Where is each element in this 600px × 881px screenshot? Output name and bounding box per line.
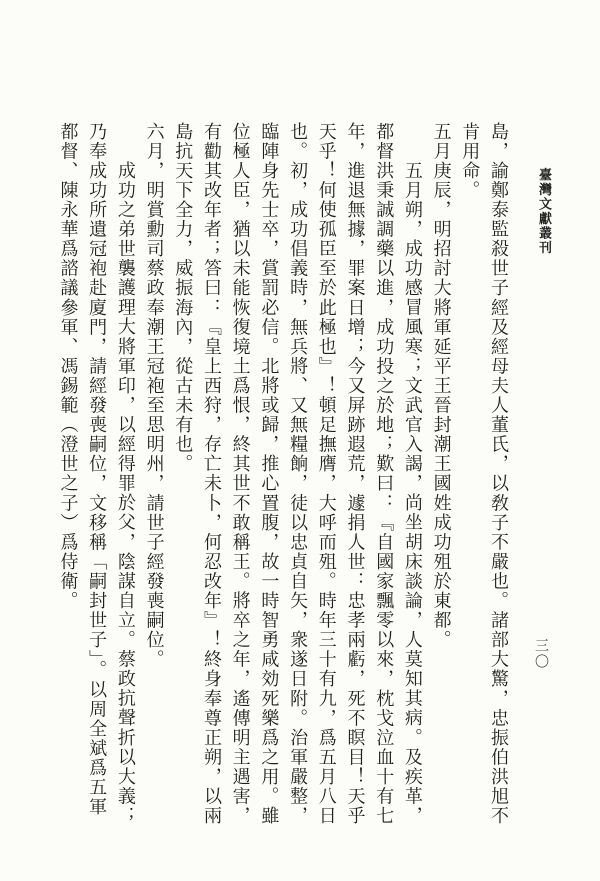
series-title: 臺灣文獻叢刊 xyxy=(536,168,551,255)
text-column-16: 都督、陳永華爲諮議參軍、馮錫範（澄世之子）爲侍衛。 xyxy=(57,122,79,611)
text-column-14: 成功之弟世襲護理大將軍印，以經得罪於父，陰謀自立。蔡政抗聲折以大義； xyxy=(114,161,136,826)
text-column-4: 五月朔，成功感冒風寒；文武官入謁，尚坐胡床談論，人莫知其病。及疾革， xyxy=(401,161,423,826)
text-column-1: 島，諭鄭泰監殺世子經及經母夫人董氏，以敎子不嚴也。諸部大驚，忠振伯洪旭不 xyxy=(488,122,509,826)
text-column-13: 六月，明賞勳司蔡政奉潮王冠袍至思明州，請世子經發喪嗣位。 xyxy=(143,122,165,670)
text-column-15: 乃奉成功所遺冠袍赴廈門，請經發喪嗣位，文移稱「嗣封世子」。以周全斌爲五軍 xyxy=(86,122,108,817)
text-column-9: 臨陣身先士卒，賞罰必信。北將或歸，推心置腹，故一時智勇咸効死樂爲之用。雖 xyxy=(258,122,280,826)
text-column-3: 五月庚辰，明招討大將軍延平王晉封潮王國姓成功殂於東都。 xyxy=(430,122,452,650)
vertical-text-block xyxy=(53,122,512,830)
page-number: 三〇 xyxy=(533,638,549,670)
text-column-2: 肯用命。 xyxy=(459,122,481,201)
text-column-12: 島抗天下全力，威振海內，從古未有也。 xyxy=(172,122,194,474)
text-column-11: 有勸其改年者；答曰：『皇上西狩，存亡未卜，何忍改年』！終身奉尊正朔，以兩 xyxy=(200,122,222,826)
text-column-7: 天乎！何使孤臣至於此極也』！頓足撫膺，大呼而殂。時年三十有九，爲五月八日 xyxy=(315,122,337,826)
text-column-6: 年，進退無據，罪案日增；今又屏跡遐荒，遽捐人世：忠孝兩虧，死不瞑目！天乎 xyxy=(344,122,366,826)
text-column-10: 位極人臣，猶以未能恢復境土爲恨，終其世不敢稱王。將卒之年，遙傳明主遇害， xyxy=(229,122,251,826)
text-column-8: 也。初，成功倡義時，無兵將、又無糧餉，徒以忠貞自矢，衆遂日附。治軍嚴整， xyxy=(287,122,309,826)
text-column-5: 都督洪秉誠調藥以進，成功投之於地；歎曰：『自國家飄零以來，枕戈泣血十有七 xyxy=(373,122,395,826)
